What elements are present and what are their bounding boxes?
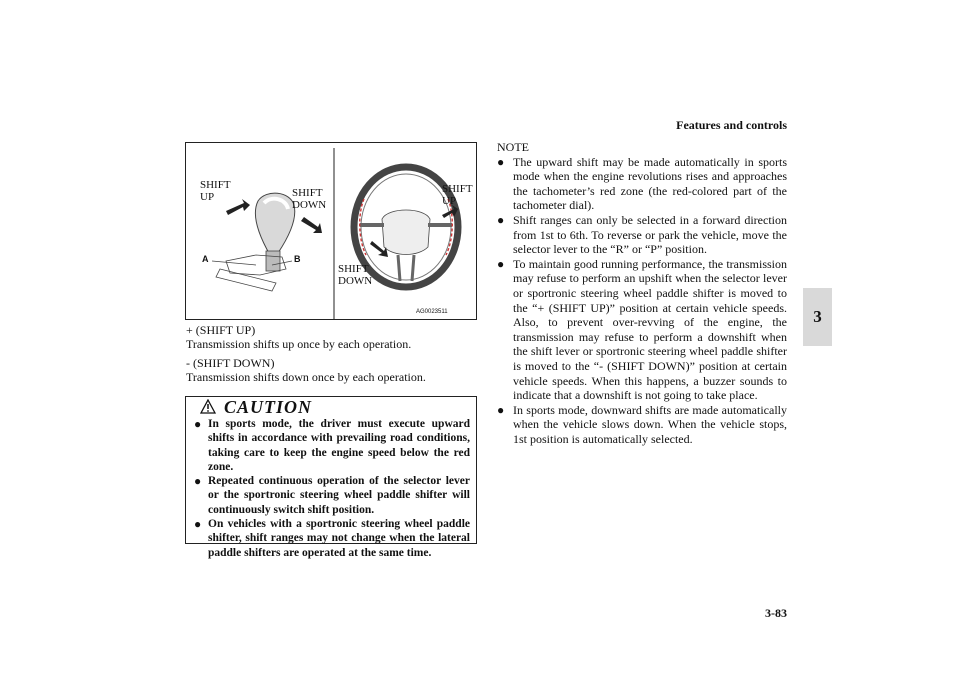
bullet-icon: ● <box>194 517 202 532</box>
caution-box <box>185 396 477 559</box>
caution-item: ● In sports mode, the driver must execute upward shifts in accordance with prevailing road conditions, taking care to keep the engine speed below the red zone. <box>194 417 470 473</box>
bullet-icon: ● <box>194 474 202 489</box>
right-shift-down-label: SHIFT DOWN <box>338 263 373 287</box>
right-shift-up-label: SHIFT UP <box>442 183 473 207</box>
chapter-tab <box>803 288 832 346</box>
shift-up-description: Transmission shifts up once by each operation. <box>186 337 412 351</box>
label-a: A <box>202 254 209 264</box>
note-item: ● The upward shift may be made automatically in sports mode when the engine revolutions rises and approaches the tachometer’s red zone (the red-colored part of the tachometer dial). <box>497 154 787 213</box>
shift-illustration <box>185 142 477 320</box>
bullet-icon: ● <box>497 402 505 417</box>
shift-illustration-drawing <box>186 143 478 321</box>
gear-lever-icon <box>212 193 295 291</box>
bullet-icon: ● <box>194 417 202 431</box>
note-item: ● Shift ranges can only be selected in a forward direction from 1st to 6th. To reverse or park the vehicle, move the selector lever to the “R” or “P” position. <box>497 212 787 257</box>
caution-title: CAUTION <box>224 397 313 417</box>
bullet-icon: ● <box>497 212 505 227</box>
shift-up-section <box>186 323 411 351</box>
caution-item: ● Repeated continuous operation of the selector lever or the sportronic steering wheel paddle shifter will continuously switch shift position. <box>194 474 470 516</box>
chapter-tab-number: 3 <box>813 307 822 326</box>
left-shift-down-label: SHIFT DOWN <box>292 187 327 211</box>
shift-down-title: - (SHIFT DOWN) <box>186 356 275 370</box>
left-shift-up-label: SHIFT UP <box>200 179 231 203</box>
note-section <box>497 140 787 446</box>
shift-down-description: Transmission shifts down once by each operation. <box>186 370 426 384</box>
label-b: B <box>294 254 301 264</box>
note-item: ● In sports mode, downward shifts are made automatically when the vehicle slows down. When the vehicle stops, 1st position is automatically selected. <box>497 402 787 446</box>
caution-list <box>194 417 470 560</box>
bullet-icon: ● <box>497 154 505 169</box>
shift-up-title: + (SHIFT UP) <box>186 323 256 337</box>
bullet-icon: ● <box>497 256 505 271</box>
note-item: ● To maintain good running performance, the transmission may refuse to perform an upshift when the selector lever or sportronic steering wheel paddle shifter is moved to the “+ (SHIFT UP)” position at certain vehicle speeds. Also, to prevent over-revving of the engine, the transmission may refuse to perform a downshift when the shift lever or sportronic steering wheel paddle shifter is moved to the “- (SHIFT DOWN)” position at certain vehicle speeds. When this happens, a buzzer sounds to indicate that a downshift is not going to take place. <box>497 256 787 403</box>
note-title: NOTE <box>497 140 529 154</box>
page-number: 3-83 <box>765 606 787 620</box>
figure-code: AG0023511 <box>416 309 448 315</box>
caution-item: ● On vehicles with a sportronic steering wheel paddle shifter, shift ranges may not change when the lateral paddle shifters are operated at the same time. <box>194 517 470 559</box>
warning-triangle-icon <box>200 399 216 414</box>
shift-down-arrow-icon <box>301 217 322 233</box>
shift-down-section <box>186 356 426 384</box>
page-header-title: Features and controls <box>676 118 787 132</box>
